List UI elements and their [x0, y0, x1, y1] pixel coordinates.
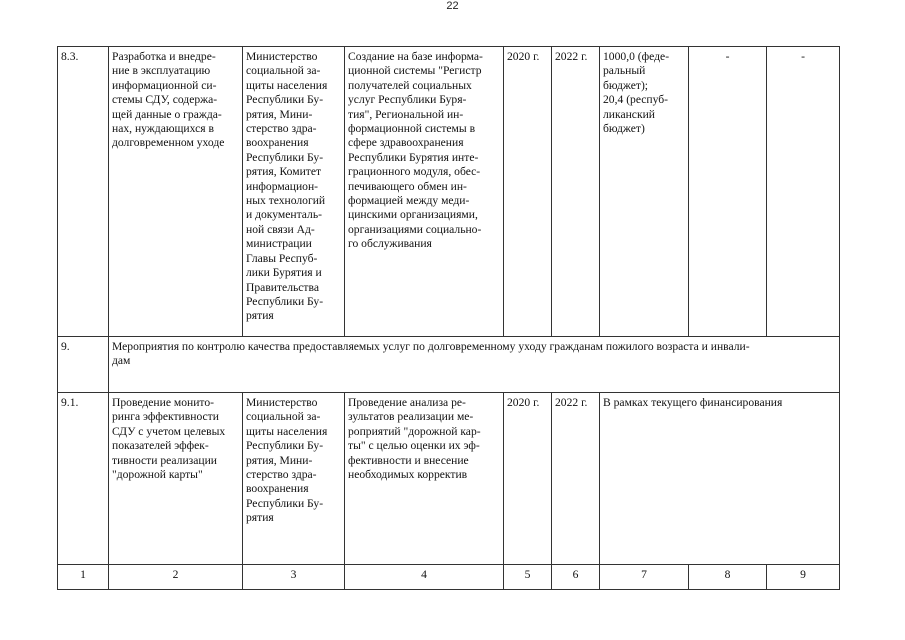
section-title: Мероприятия по контролю качества предоставляемых услуг по долговременному уходу гражданам пожилого возраста и инвали- дам: [109, 337, 840, 393]
section-row-9: [58, 337, 840, 393]
end-date: 2022 г.: [552, 47, 600, 337]
column-number: 7: [600, 565, 689, 590]
column-number: 6: [552, 565, 600, 590]
column-number: 5: [504, 565, 552, 590]
expected-result: Создание на базе информа- ционной системы "Регистр получателей социальных услуг Республики Буря- тия", Региональной ин- формационной системы в сфере здравоохранения Республики Бурятия инте- грационного модуля, обес- печивающего обмен ин- формацией между меди- цинскими организациями, организациями социально- го обслуживания: [345, 47, 504, 337]
funding: 1000,0 (феде- ральный бюджет); 20,4 (респуб- ликанский бюджет): [600, 47, 689, 337]
column-number: 9: [767, 565, 840, 590]
column-number: 2: [109, 565, 243, 590]
column-number-row: [58, 565, 840, 590]
page-number: 22: [446, 0, 459, 12]
column-number: 4: [345, 565, 504, 590]
activity-name: Разработка и внедре- ние в эксплуатацию информационной си- стемы СДУ, содержа- щей данные о гражда- нах, нуждающихся в долговременном уходе: [109, 47, 243, 337]
end-date: 2022 г.: [552, 393, 600, 565]
activities-table: [57, 46, 840, 590]
row-number: 8.3.: [58, 47, 109, 337]
column-number: 8: [689, 565, 767, 590]
table-row-8-3: [58, 47, 840, 337]
table-row-9-1: [58, 393, 840, 565]
row-number: 9.1.: [58, 393, 109, 565]
section-number: 9.: [58, 337, 109, 393]
column-number: 3: [243, 565, 345, 590]
start-date: 2020 г.: [504, 393, 552, 565]
column-number: 1: [58, 565, 109, 590]
column-8-value: -: [689, 47, 767, 337]
start-date: 2020 г.: [504, 47, 552, 337]
activity-name: Проведение монито- ринга эффективности СДУ с учетом целевых показателей эффек- тивности реализации "дорожной карты": [109, 393, 243, 565]
executors: Министерство социальной за- щиты населения Республики Бу- рятия, Мини- стерство здра- воохранения Республики Бу- рятия, Комитет информацион- ных технологий и документаль- ной связи Ад- министрации Главы Респуб- лики Бурятия и Правительства Республики Бу- рятия: [243, 47, 345, 337]
column-9-value: -: [767, 47, 840, 337]
funding: В рамках текущего финансирования: [600, 393, 840, 565]
executors: Министерство социальной за- щиты населения Республики Бу- рятия, Мини- стерство здра- воохранения Республики Бу- рятия: [243, 393, 345, 565]
expected-result: Проведение анализа ре- зультатов реализации ме- роприятий "дорожной кар- ты" с целью оценки их эф- фективности и внесение необходимых корректив: [345, 393, 504, 565]
